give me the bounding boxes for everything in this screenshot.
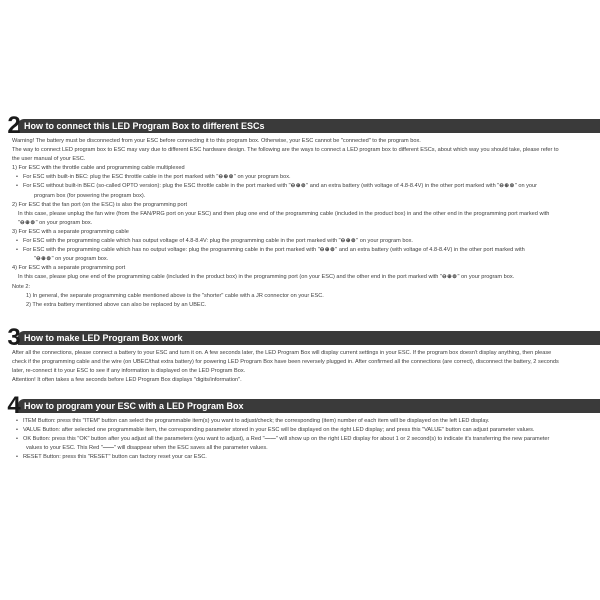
paragraph-line: The way to connect LED program box to ESC may vary due to different ESC hardware design. The following are the ways to connect a LED program box to different ESCs, about which way you should take, please refer to (12, 147, 559, 154)
note-item: 2) The extra battery mentioned above can also be replaced by an UBEC. (26, 301, 207, 308)
paragraph-line: later, re-connect it to your ESC to see if any information is displayed on the LED Program Box. (12, 368, 246, 375)
list-item: • For ESC with the programming cable which has output voltage of 4.8-8.4V: plug the programming cable in the port marked with "⊖⊕⊚" on your program box. (12, 237, 588, 246)
note-heading: Note 2: (12, 283, 31, 290)
list-item-continued: program box (for powering the program box). (34, 192, 146, 199)
section-header (0, 112, 600, 139)
section-body (0, 414, 600, 462)
list-heading: 3) For ESC with a separate programming cable (12, 228, 129, 235)
section-title: How to program your ESC with a LED Program Box (18, 399, 600, 413)
paragraph-line: "⊖⊕⊚" on your program box. (18, 219, 93, 226)
list-heading: 2) For ESC that the fan port (on the ESC) is also the programming port (12, 201, 188, 208)
paragraph-line: After all the connections, please connect a battery to your ESC and turn it on. A few seconds later, the LED Program Box will display current settings in your ESC. If the program box doesn't display anything, then please (12, 350, 552, 356)
section-program-esc (0, 392, 600, 462)
section-header (0, 324, 600, 351)
list-heading: 4) For ESC with a separate programming port (12, 265, 126, 272)
paragraph-line: check if the programming cable and the wire (on UBEC/that extra battery) for powering LED Program Box have been reversely plugged in. After confirmed all the connections (are correct), disconnect the battery, 2 seconds (12, 359, 559, 366)
paragraph-line: In this case, please unplug the fan wire (from the FAN/PRG port on your ESC) and then plug one end of the programming cable (included in the product box) in and the other end in the programming port marked with (18, 210, 550, 217)
section-make-work (0, 324, 600, 385)
section-number: 4 (7, 392, 21, 419)
button-description-ok-continued: values to your ESC. This Red "——" will disappear when the ESC saves all the parameter values. (26, 445, 268, 452)
attention-text: Attention! It often takes a few seconds before LED Program Box displays "digits/information". (12, 377, 242, 384)
list-item: • For ESC without built-in BEC (so-called OPTO version): plug the ESC throttle cable in the port marked with "⊖⊕⊚" and an extra battery (with voltage of 4.8-8.4V) in the other port marked with "⊖⊕⊚" on your (12, 182, 588, 191)
button-description-item: • ITEM Button: press this "ITEM" button can select the programmable item(s) you want to adjust/check; the corresponding (item) number of each item will be displayed on the left LED display. (12, 417, 588, 426)
button-description-value: • VALUE Button: after selected one programmable item, the corresponding parameter stored in your ESC will be displayed on the right LED display; and press this "VALUE" button can adjust parameter values. (12, 426, 588, 435)
list-item: • For ESC with built-in BEC: plug the ESC throttle cable in the port marked with "⊖⊕⊚" on your program box. (12, 173, 588, 182)
warning-text: Warning! The battery must be disconnected from your ESC before connecting it to this program box. Otherwise, your ESC cannot be "connected" to the program box. (12, 138, 421, 144)
paragraph-line: In this case, please plug one end of the programming cable (included in the product box) in the programming port (on your ESC) and the other end in the port marked with "⊖⊕⊚" on your program box. (18, 274, 515, 281)
section-number: 3 (7, 324, 21, 351)
section-title: How to make LED Program Box work (18, 331, 600, 345)
note-item: 1) In general, the separate programming cable mentioned above is the "shorter" cable with a JR connector on your ESC. (26, 292, 324, 299)
section-title: How to connect this LED Program Box to different ESCs (18, 119, 600, 133)
paragraph-line: the user manual of your ESC. (12, 156, 86, 163)
list-item: • For ESC with the programming cable which has no output voltage: plug the programming cable in the port marked with "⊖⊕⊚" and an extra battery (with voltage of 4.8-8.4V) in the other port marked with (12, 246, 588, 255)
section-body (0, 346, 600, 385)
section-number: 2 (7, 112, 21, 139)
section-connect (0, 112, 600, 310)
section-body (0, 134, 600, 310)
section-header (0, 392, 600, 419)
list-item-continued: "⊖⊕⊚" on your program box. (34, 256, 109, 263)
list-heading: 1) For ESC with the throttle cable and programming cable multiplexed (12, 165, 185, 172)
button-description-ok: • OK Button: press this "OK" button after you adjust all the parameters (you want to adjust), a Red "——" will show up on the right LED display for about 1 or 2 second(s) to indicate it's transferring the new parameter (12, 435, 588, 444)
button-description-reset: • RESET Button: press this "RESET" button can factory reset your car ESC. (12, 453, 588, 462)
